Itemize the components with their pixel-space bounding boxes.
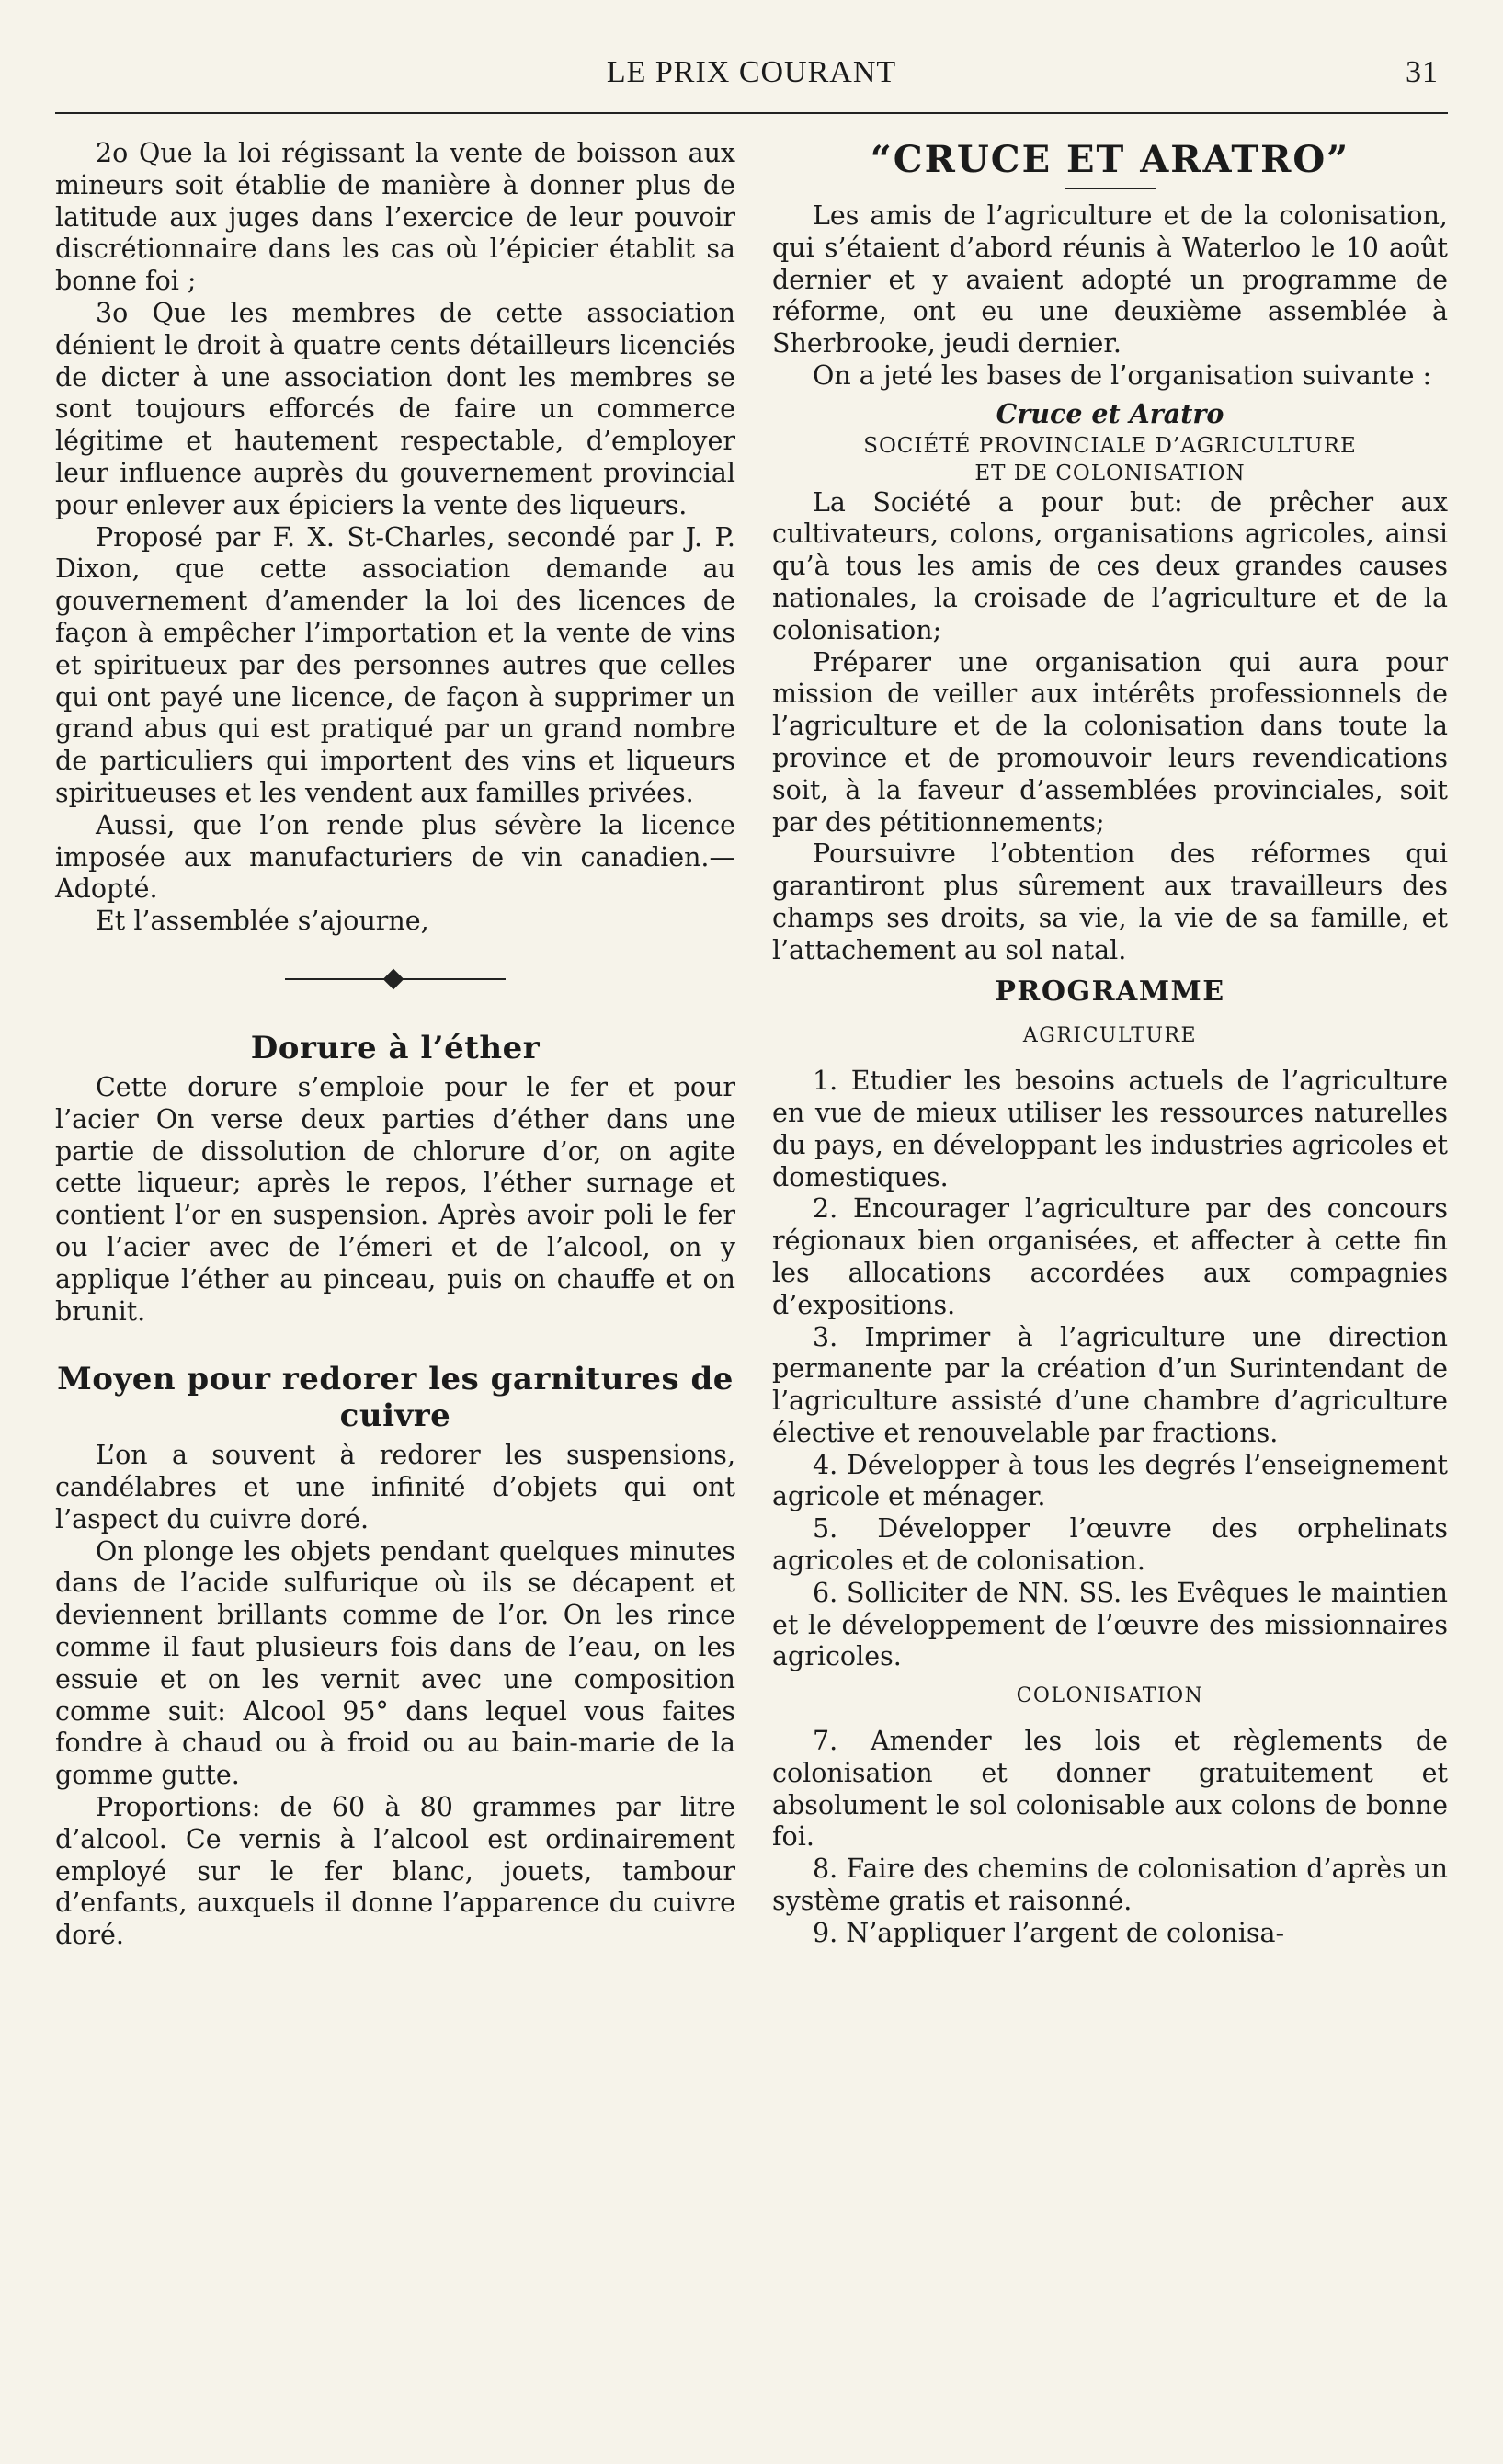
left-column [55, 138, 735, 2436]
section-ornament [55, 965, 735, 993]
programme-item-5: 5. Développer l’œuvre des orphelinats agricoles et de colonisation. [772, 1513, 1448, 1577]
programme-item-6: 6. Solliciter de NN. SS. les Evêques le maintien et le développement de l’œuvre des missionnaires agricoles. [772, 1577, 1448, 1672]
motion-st-charles: Proposé par F. X. St-Charles, secondé par J. P. Dixon, que cette association demande au gouvernement d’amender la loi des licences de façon à empêcher l’importation et la vente de vins et spiritueux par des personnes autres que celles qui ont payé une licence, de façon à supprimer un grand abus qui est pratiqué par un grand nombre de particuliers qui importent des vins et liqueurs spiritueuses et les vendent aux familles privées. [55, 521, 735, 808]
header-rule [55, 112, 1448, 114]
programme-heading: PROGRAMME [995, 975, 1225, 1008]
programme-item-8: 8. Faire des chemins de colonisation d’après un système gratis et raisonné. [772, 1854, 1448, 1917]
resolution-2: 2o Que la loi régissant la vente de boisson aux mineurs soit établie de manière à donner plus de latitude aux juges dans l’exercice de leur pouvoir discrétionnaire dans les cas où l’épicier établit sa bonne foi ; [55, 138, 735, 297]
spacer [55, 1328, 735, 1361]
article-moyen-p3: Proportions: de 60 à 80 grammes par litre d’alcool. Ce vernis à l’alcool est ordinairement employé sur le fer blanc, jouets, tambour d’enfants, auxquels il donne l’apparence du cuivre doré. [55, 1792, 735, 1951]
page-number: 31 [1406, 55, 1439, 89]
resolution-3: 3o Que les membres de cette association dénient le droit à quatre cents détailleurs licenciés de dicter à une association dont les membres se sont toujours efforcés de faire un commerce légitime et hautement respectable, d’employer leur influence auprès du gouvernement provincial pour enlever aux épiciers la vente des liqueurs. [55, 297, 735, 520]
article-title-moyen: Moyen pour redorer les garnitures de cuivre [57, 1361, 734, 1435]
publication-title: LE PRIX COURANT [606, 55, 897, 89]
agriculture-heading: AGRICULTURE [1022, 1024, 1198, 1048]
programme-item-9: 9. N’appliquer l’argent de colonisa- [813, 1917, 1285, 1948]
running-head [55, 55, 1448, 101]
society-pursue: Poursuivre l’obtention des réformes qui garantiront plus sûrement aux travailleurs des champs ses droits, sa vie, la vie de sa famille, et l’attachement au sol natal. [772, 838, 1448, 965]
colonisation-heading: COLONISATION [1016, 1684, 1204, 1708]
programme-item-4: 4. Développer à tous les degrés l’enseignement agricole et ménager. [772, 1449, 1448, 1512]
society-prepare: Préparer une organisation qui aura pour mission de veiller aux intérêts professionnels de l’agriculture et de la colonisation dans toute la province et de promouvoir leurs revendications soit, à la faveur d’assemblées provinciales, soit par des pétitionnements; [772, 646, 1448, 838]
programme-item-1: 1. Etudier les besoins actuels de l’agriculture en vue de mieux utiliser les ressources naturelles du pays, en développant les industries agricoles et domestiques. [772, 1066, 1448, 1192]
programme-item-7: 7. Amender les lois et règlements de colonisation et donner gratuitement et absolument le sol colonisable aux colons de bonne foi. [772, 1726, 1448, 1853]
motion-wine-licence: Aussi, que l’on rende plus sévère la licence imposée aux manufacturiers de vin canadien.—Adopté. [55, 809, 735, 905]
article-title-cruce: “CRUCE ET ARATRO” [870, 138, 1350, 181]
article-moyen-p1: L’on a souvent à redorer les suspensions, candélabres et une infinité d’objets qui ont l’aspect du cuivre doré. [55, 1440, 735, 1534]
society-motto: Cruce et Aratro [996, 397, 1224, 429]
article-moyen-p2: On plonge les objets pendant quelques minutes dans de l’acide sulfurique où ils se décapent et deviennent brillants comme de l’or. On les rince comme il faut plusieurs fois dans de l’eau, on les essuie et on les vernit avec une composition comme suit: Alcool 95° dans lequel vous faites fondre à chaud ou à froid ou au bain-marie de la gomme gutte. [55, 1535, 735, 1791]
programme-item-3: 3. Imprimer à l’agriculture une direction permanente par la création d’un Surintendant de l’agriculture assisté d’une chambre d’agriculture élective et renouvelable par fractions. [772, 1321, 1448, 1448]
cruce-intro: Les amis de l’agriculture et de la colonisation, qui s’étaient d’abord réunis à Waterloo le 10 août dernier et y avaient adopté un programme de réforme, ont eu une deuxième assemblée à Sherbrooke, jeudi dernier. [772, 200, 1448, 359]
society-purpose: La Société a pour but: de prêcher aux cultivateurs, colons, organisations agricoles, ainsi qu’à tous les amis de ces deux grandes causes nationales, la croisade de l’agriculture et de la colonisation; [772, 486, 1448, 645]
society-name-line2: ET DE COLONISATION [974, 461, 1246, 485]
programme-item-2: 2. Encourager l’agriculture par des concours régionaux bien organisées, et affecter à cette fin les allocations accordées aux compagnies d’expositions. [772, 1193, 1448, 1320]
article-dorure-text: Cette dorure s’emploie pour le fer et pour l’acier On verse deux parties d’éther dans une partie de dissolution de chlorure d’or, on agite cette liqueur; après le repos, l’éther surnage et contient l’or en suspension. Après avoir poli le fer ou l’acier avec de l’émeri et de l’alcool, on y applique l’éther au pinceau, puis on chauffe et on brunit. [55, 1071, 735, 1327]
right-column [772, 138, 1448, 2436]
cruce-organisation: On a jeté les bases de l’organisation suivante : [813, 359, 1432, 391]
society-name-line1: SOCIÉTÉ PROVINCIALE D’AGRICULTURE [863, 433, 1357, 458]
article-title-dorure: Dorure à l’éther [250, 1029, 541, 1067]
adjournment: Et l’assemblée s’ajourne, [96, 906, 429, 937]
title-rule [1065, 188, 1156, 189]
